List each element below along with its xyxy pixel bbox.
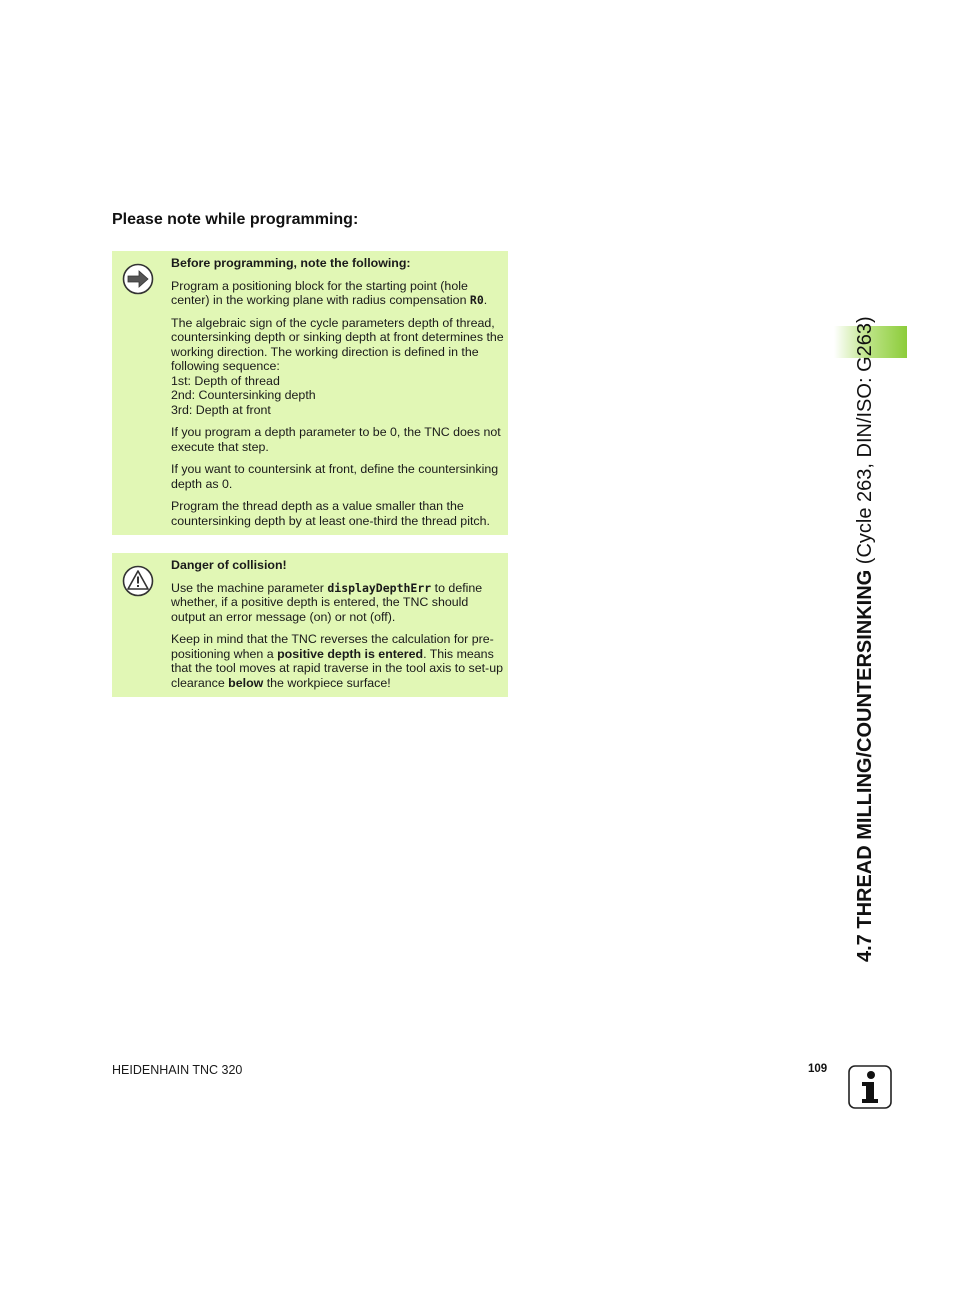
note-para2-intro: The algebraic sign of the cycle parameters depth of thread, countersinking depth or sinking depth at front determines the working direction. The working direction is defined in the following sequence: [171, 315, 504, 373]
sequence-item: 1st: Depth of thread [171, 373, 280, 388]
note-box [112, 251, 508, 535]
sequence-item: 2nd: Countersinking depth [171, 388, 316, 402]
machine-parameter-code: displayDepthErr [327, 580, 432, 595]
warning-content [171, 558, 504, 698]
warning-para1-end: to define whether, if a positive depth is entered, the TNC should output an error message (on) or not (off). [171, 580, 483, 624]
warning-paragraph-1 [171, 581, 504, 625]
chapter-side-title [854, 202, 877, 962]
note-paragraph-4: If you want to countersink at front, define the countersinking depth as 0. [171, 462, 499, 491]
warning-triangle-icon [122, 565, 154, 597]
note-content [171, 256, 504, 536]
note-para1-end: . [483, 293, 488, 307]
note-title: Before programming, note the following: [171, 256, 411, 270]
warning-para2-bold1: positive depth is entered [277, 646, 424, 661]
section-heading: Please note while programming: [112, 211, 359, 228]
info-icon [848, 1065, 892, 1109]
note-paragraph-3: If you program a depth parameter to be 0, the TNC does not execute that step. [171, 425, 501, 454]
warning-title: Danger of collision! [171, 558, 287, 572]
page-number: 109 [808, 1063, 828, 1075]
warning-para2-mid: . This means that the tool moves at rapid traverse in the tool axis to set-up clearance [171, 646, 503, 690]
warning-para2-bold2: below [228, 675, 264, 690]
note-para1-code: R0 [469, 293, 484, 307]
warning-para1-start: Use the machine parameter [171, 580, 328, 595]
warning-para2-end: the workpiece surface! [263, 675, 391, 690]
warning-para2-start: Keep in mind that the TNC reverses the calculation for pre-positioning when a [171, 632, 494, 661]
side-title-normal: (Cycle 263, DIN/ISO: G263) [854, 316, 876, 565]
note-para1-text: Program a positioning block for the starting point (hole center) in the working plane with radius compensation [171, 278, 470, 307]
footer-product: HEIDENHAIN TNC 320 [112, 1063, 243, 1077]
warning-box [112, 553, 508, 697]
note-paragraph-2 [171, 316, 504, 418]
note-paragraph-5: Program the thread depth as a value smaller than the countersinking depth by at least one-third the thread pitch. [171, 499, 490, 528]
arrow-right-icon [122, 263, 154, 295]
side-title-bold: 4.7 THREAD MILLING/COUNTERSINKING [854, 564, 876, 962]
note-paragraph-1 [171, 279, 504, 308]
sequence-item: 3rd: Depth at front [171, 402, 271, 417]
warning-paragraph-2 [171, 632, 504, 690]
